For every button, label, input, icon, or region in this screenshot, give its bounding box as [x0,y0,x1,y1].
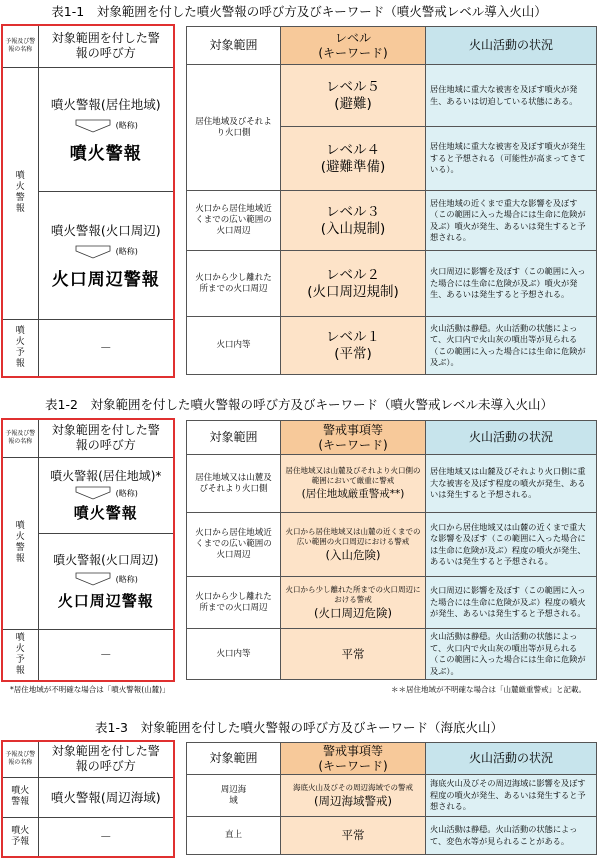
header-keyword: 警戒事項等 (キーワード) [281,421,426,455]
keyword-cell [281,513,426,577]
abbr-arrow [39,245,174,259]
target-cell: 火口内等 [187,317,281,375]
target-cell: 火口から居住地域近くまでの広い範囲の火口周辺 [187,513,281,577]
status-cell: 居住地域に重大な被害を及ぼす噴火が発生すると予想される（可能性が高まってきている）。 [426,127,597,191]
warning-crater-short: 火口周辺警報 [57,592,154,610]
header-status: 火山活動の状況 [426,743,597,775]
warning-crater-short: 火口周辺警報 [51,269,160,290]
forecast-dash: － [38,817,174,857]
abbr-label: (略称) [115,121,138,130]
target-cell: 居住地域及びそれより火口側 [187,65,281,191]
level-cell: レベル５ (避難) [281,65,426,127]
warning-residential [38,457,174,533]
header-target: 対象範囲 [187,421,281,455]
status-cell: 居住地域の近くまで重大な影響を及ぼす（この範囲に入った場合には生命に危険が及ぶ）噴火が発生、あるいは発生すると予想される。 [426,191,597,251]
table2-right [186,420,597,680]
keyword-text: (居住地域厳重警戒**) [301,488,405,500]
target-cell: 火口から少し離れた所までの火口周辺 [187,577,281,629]
header-level: レベル (キーワード) [281,27,426,65]
keyword-desc: 居住地域又は山麓及びそれより火口側の範囲において厳重に警戒 [285,466,421,485]
keyword-text: (入山危険) [325,548,381,562]
yohou-label: 噴火予報 [2,319,38,377]
header-call-name: 対象範囲を付した警報の呼び方 [38,419,174,457]
target-cell: 居住地域又は山麓及びそれより火口側 [187,455,281,513]
header-status: 火山活動の状況 [426,421,597,455]
keyword-desc: 海底火山及びその周辺海域での警戒 [293,783,413,792]
level-cell: レベル２ (火口周辺規制) [281,251,426,317]
down-arrow-icon [74,572,112,586]
warning-crater-name: 噴火警報(火口周辺) [50,222,161,238]
warning-residential-name: 噴火警報(居住地域)* [50,469,162,483]
table2-title: 表1-2 対象範囲を付した噴火警報の呼び方及びキーワード（噴火警戒レベル未導入火山） [45,397,553,412]
footnote-left: *居住地域が不明確な場合は「噴火警報(山麓)」 [10,685,170,694]
status-cell: 火口周辺に影響を及ぼす（この範囲に入った場合には生命に危険が及ぶ）程度の噴火が発生、あるいは発生すると予想される。 [426,577,597,629]
keyword-text: (火口周辺危険) [314,606,392,620]
down-arrow-icon [74,486,112,500]
header-small: 予報及び警報の名称 [2,25,38,67]
header-call-name: 対象範囲を付した警報の呼び方 [38,25,174,67]
abbr-arrow [39,572,174,586]
warning-residential-name: 噴火警報(居住地域) [50,96,161,112]
footnote-right: ＊＊居住地域が不明確な場合は「山麓厳重警戒」と記載。 [391,685,586,694]
warning-sea-name: 噴火警報(周辺海域) [38,777,174,817]
warning-residential-short: 噴火警報 [69,143,142,164]
down-arrow-icon [74,245,112,259]
keyword-text: (周辺海域警戒) [314,794,392,808]
target-cell: 火口から居住地域近くまでの広い範囲の火口周辺 [187,191,281,251]
header-keyword: 警戒事項等 (キーワード) [281,743,426,775]
abbr-label: (略称) [115,574,138,584]
table1-left [1,24,175,378]
table3-title: 表1-3 対象範囲を付した噴火警報の呼び方及びキーワード（海底火山） [95,720,503,735]
header-call-name: 対象範囲を付した警報の呼び方 [38,741,174,777]
header-status: 火山活動の状況 [426,27,597,65]
keyword-cell: 平常 [281,817,426,855]
keyword-cell [281,775,426,817]
target-cell: 周辺海域 [187,775,281,817]
table1-right [186,26,597,375]
keihou-label: 噴火警報 [2,67,38,319]
status-cell: 火山活動は静穏。火山活動の状態によって、火口内で火山灰の噴出等が見られる（この範囲に入った場合には生命に危険が及ぶ）。 [426,629,597,680]
table3-left [1,740,175,858]
keyword-desc: 火口から居住地域又は山麓の近くまでの広い範囲の火口周辺における警戒 [285,527,421,546]
keyword-cell [281,577,426,629]
table2-left [1,418,175,682]
target-cell: 直上 [187,817,281,855]
status-cell: 海底火山及びその周辺海域に影響を及ぼす程度の噴火が発生、あるいは発生すると予想される。 [426,775,597,817]
header-small: 予報及び警報の名称 [2,419,38,457]
yohou-label: 噴火予報 [2,817,38,857]
forecast-dash: － [38,629,174,681]
abbr-label: (略称) [115,488,138,498]
status-cell: 火口から居住地域又は山麓の近くまで重大な影響を及ぼす（この範囲に入った場合には生命に危険が及ぶ）程度の噴火が発生、あるいは発生すると予想される。 [426,513,597,577]
status-cell: 居住地域又は山麓及びそれより火口側に重大な被害を及ぼす程度の噴火が発生、あるいは発生すると予想される。 [426,455,597,513]
warning-residential [38,67,174,191]
down-arrow-icon [74,119,112,133]
status-cell: 火山活動は静穏。火山活動の状態によって、変色水等が見られることがある。 [426,817,597,855]
abbr-arrow [39,119,174,133]
warning-residential-short: 噴火警報 [73,504,138,522]
level-cell: レベル１ (平常) [281,317,426,375]
abbr-label: (略称) [115,247,138,256]
yohou-label: 噴火予報 [2,629,38,681]
level-cell: レベル４ (避難準備) [281,127,426,191]
keihou-label: 噴火警報 [2,457,38,629]
header-small: 予報及び警報の名称 [2,741,38,777]
target-cell: 火口から少し離れた所までの火口周辺 [187,251,281,317]
header-target: 対象範囲 [187,743,281,775]
warning-crater-name: 噴火警報(火口周辺) [53,553,159,567]
keihou-label: 噴火警報 [2,777,38,817]
header-target: 対象範囲 [187,27,281,65]
abbr-arrow [39,486,174,500]
level-cell: レベル３ (入山規制) [281,191,426,251]
keyword-desc: 火口から少し離れた所までの火口周辺における警戒 [285,585,421,604]
warning-crater [38,191,174,319]
forecast-dash: － [38,319,174,377]
keyword-cell [281,455,426,513]
status-cell: 居住地域に重大な被害を及ぼす噴火が発生、あるいは切迫している状態にある。 [426,65,597,127]
warning-crater [38,533,174,629]
target-cell: 火口内等 [187,629,281,680]
table3-right [186,742,597,855]
table1-title: 表1-1 対象範囲を付した噴火警報の呼び方及びキーワード（噴火警戒レベル導入火山） [51,4,547,19]
status-cell: 火山活動は静穏。火山活動の状態によって、火口内で火山灰の噴出等が見られる（この範囲に入った場合には生命に危険が及ぶ）。 [426,317,597,375]
status-cell: 火口周辺に影響を及ぼす（この範囲に入った場合には生命に危険が及ぶ）噴火が発生、あるいは発生すると予想される。 [426,251,597,317]
keyword-cell: 平常 [281,629,426,680]
